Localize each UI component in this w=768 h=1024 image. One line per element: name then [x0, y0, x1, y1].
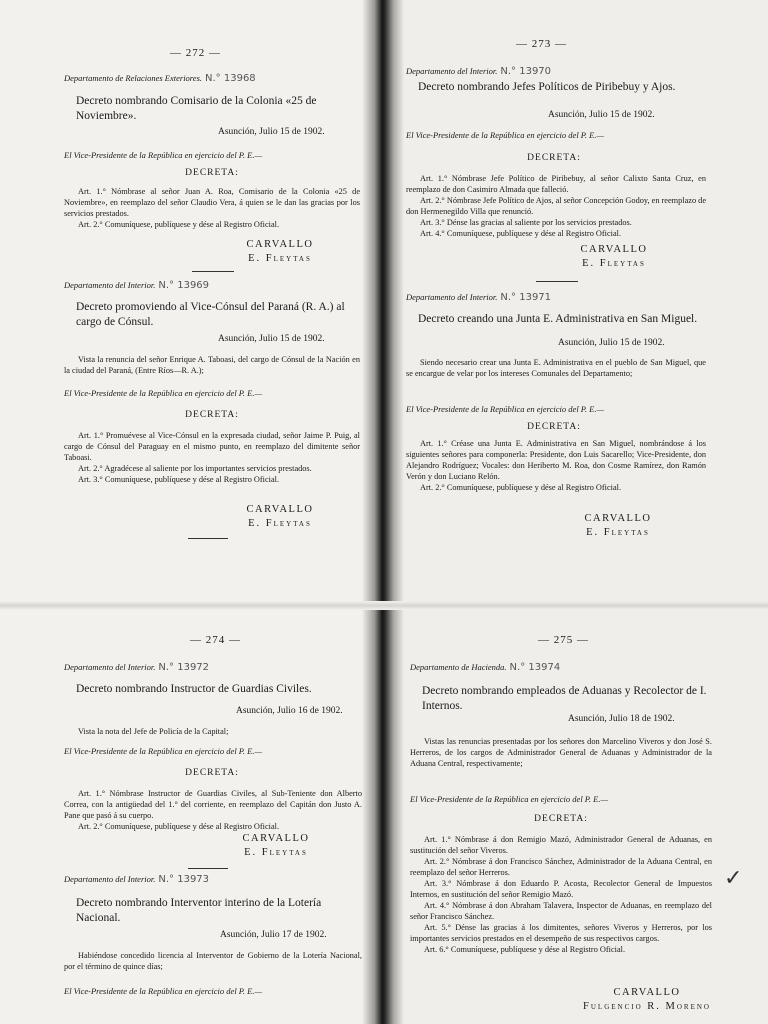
- decree-articles: [406, 438, 706, 493]
- article: Art. 5.° Dénse las gracias á los dimitentes, señores Viveros y Herreros, por los importantes servicios prestados en el desempeño de sus respectivos cargos.: [410, 923, 712, 943]
- divider-rule: [192, 271, 234, 272]
- decree-articles: [406, 173, 706, 239]
- article: Art. 2.° Comuníquese, publíquese y dése al Registro Oficial.: [78, 220, 280, 229]
- decree-articles: [64, 186, 360, 230]
- department-text: Departamento del Interior.: [64, 280, 156, 290]
- department-text: Departamento de Relaciones Exteriores.: [64, 73, 203, 83]
- page-273: [392, 0, 768, 603]
- article: Art. 4.° Nómbrase á don Abraham Talavera, Inspector de Aduanas, en reemplazo del señor Francisco Sánchez.: [410, 901, 712, 921]
- decree-preamble: [64, 354, 360, 376]
- department-label: [64, 280, 209, 291]
- page-272: [0, 0, 378, 603]
- handwritten-number: N.° 13971: [500, 292, 552, 303]
- signature-president: CARVALLO: [246, 239, 314, 250]
- article: Art. 1.° Promuévese al Vice-Cónsul en la expresada ciudad, señor Jaime P. Puig, al cargo de Cónsul del Paraguay en el mismo punto, en reemplazo del dimitente señor Taboasi.: [64, 431, 360, 462]
- signature-block: [190, 503, 370, 531]
- divider-rule: [536, 281, 578, 282]
- vice-president-line: El Vice-Presidente de la República en ejercicio del P. E.—: [64, 388, 263, 398]
- signature-block: [524, 243, 704, 271]
- decree-date: Asunción, Julio 15 de 1902.: [218, 127, 325, 137]
- article: Art. 2.° Nómbrase Jefe Político de Ajos, al señor Concepción Godoy, en reemplazo de don Hermenegildo Villa que renunció.: [406, 196, 706, 216]
- department-text: Departamento del Interior.: [406, 66, 498, 76]
- preamble-text: Habiéndose concedido licencia al Interventor de Gobierno de la Lotería Nacional, por el término de quince días;: [64, 951, 362, 971]
- divider-rule: [188, 538, 228, 539]
- decree-preamble: [410, 736, 712, 769]
- signature-minister: E. Fleytas: [582, 258, 646, 269]
- page-number: — 275 —: [538, 634, 589, 646]
- page-number: — 273 —: [516, 38, 567, 50]
- article: Art. 2.° Agradécese al saliente por los importantes servicios prestados.: [78, 464, 312, 473]
- signature-minister: E. Fleytas: [248, 518, 312, 529]
- decree-date: Asunción, Julio 18 de 1902.: [568, 714, 675, 724]
- decreta-heading: DECRETA:: [527, 422, 581, 432]
- decree-articles: [64, 788, 362, 832]
- department-text: Departamento de Hacienda.: [410, 662, 507, 672]
- signature-president: CARVALLO: [246, 504, 314, 515]
- department-text: Departamento del Interior.: [64, 662, 156, 672]
- signature-block: [552, 986, 742, 1014]
- department-text: Departamento del Interior.: [64, 874, 156, 884]
- vice-president-line: El Vice-Presidente de la República en ejercicio del P. E.—: [410, 794, 609, 804]
- signature-president: CARVALLO: [584, 513, 652, 524]
- decree-title: Decreto nombrando Interventor interino de la Lotería Nacional.: [76, 897, 322, 924]
- vice-president-line: El Vice-Presidente de la República en ejercicio del P. E.—: [64, 746, 263, 756]
- vice-president-line: El Vice-Presidente de la República en ejercicio del P. E.—: [64, 150, 263, 160]
- article: Art. 1.° Nómbrase Jefe Político de Piribebuy, al señor Calixto Santa Cruz, en reemplazo de don Casimiro Almada que falleció.: [406, 174, 706, 194]
- handwritten-number: N.° 13973: [158, 874, 210, 885]
- decree-preamble: [406, 357, 706, 379]
- article: Art. 3.° Dénse las gracias al saliente por los servicios prestados.: [420, 218, 632, 227]
- article: Art. 4.° Comuníquese, publíquese y dése al Registro Oficial.: [420, 229, 622, 238]
- handwritten-number: N.° 13972: [158, 662, 210, 673]
- decree-title: Decreto nombrando Jefes Políticos de Piribebuy y Ajos.: [418, 81, 676, 93]
- scan-split: [0, 601, 768, 610]
- handwritten-number: N.° 13969: [158, 280, 210, 291]
- signature-block: [528, 512, 708, 540]
- department-label: [406, 292, 551, 303]
- page-274: [0, 608, 378, 1024]
- decreta-heading: DECRETA:: [185, 768, 239, 778]
- article: Art. 1.° Nómbrase al señor Juan A. Roa, Comisario de la Colonia «25 de Noviembre», en reemplazo del señor Claudio Vera, á quien se le dan las gracias por los servicios prestados.: [64, 187, 360, 218]
- article: Art. 2.° Comuníquese, publíquese y dése al Registro Oficial.: [78, 822, 280, 831]
- article: Art. 3.° Comuníquese, publíquese y dése al Registro Oficial.: [78, 475, 280, 484]
- article: Art. 1.° Créase una Junta E. Administrativa en San Miguel, nombrándose á los siguientes señores para componerla: Presidente, don Luis Sacarello; Vice-Presidente, don Alejandro Rodríguez; Vocales: don Heriberto M. Roa, don Cosme Ramírez, don Ramón Verón y don Luciano Relón.: [406, 439, 706, 481]
- decree-title: Decreto nombrando empleados de Aduanas y Recolector de I. Internos.: [422, 685, 707, 712]
- signature-minister: E. Fleytas: [248, 253, 312, 264]
- page-number: — 272 —: [170, 47, 221, 59]
- signature-president: CARVALLO: [613, 987, 681, 998]
- decree-preamble: [64, 726, 360, 737]
- vice-president-line: El Vice-Presidente de la República en ejercicio del P. E.—: [406, 130, 605, 140]
- page-275: [392, 608, 768, 1024]
- book-spine: [362, 0, 404, 1024]
- decree-title: Decreto nombrando Comisario de la Colonia «25 de Noviembre».: [76, 95, 317, 122]
- decreta-heading: DECRETA:: [527, 153, 581, 163]
- signature-minister: E. Fleytas: [244, 847, 308, 858]
- signature-minister: E. Fleytas: [586, 527, 650, 538]
- decree-title: Decreto creando una Junta E. Administrativa en San Miguel.: [418, 313, 698, 325]
- department-label: [64, 662, 209, 673]
- department-text: Departamento del Interior.: [406, 292, 498, 302]
- page-number: — 274 —: [190, 634, 241, 646]
- department-label: [410, 662, 560, 673]
- signature-president: CARVALLO: [242, 833, 310, 844]
- preamble-text: Vista la nota del Jefe de Policía de la Capital;: [78, 727, 229, 736]
- vice-president-line: El Vice-Presidente de la República en ejercicio del P. E.—: [406, 404, 605, 414]
- handwritten-number: N.° 13970: [500, 66, 552, 77]
- article: Art. 2.° Nómbrase á don Francisco Sánchez, Administrador de la Aduana Central, en reemplazo del señor Herreros.: [410, 857, 712, 877]
- article: Art. 3.° Nómbrase á don Eduardo P. Acosta, Recolector General de Impuestos Internos, en sustitución del señor Remigio Mazó.: [410, 879, 712, 899]
- decreta-heading: DECRETA:: [185, 410, 239, 420]
- divider-rule: [188, 868, 228, 869]
- article: Art. 1.° Nómbrase á don Remigio Mazó, Administrador General de Aduanas, en sustitución del señor Viveros.: [410, 835, 712, 855]
- handwritten-number: N.° 13974: [509, 662, 561, 673]
- decreta-heading: DECRETA:: [185, 168, 239, 178]
- decree-date: Asunción, Julio 15 de 1902.: [218, 334, 325, 344]
- decree-date: Asunción, Julio 15 de 1902.: [558, 338, 665, 348]
- decree-articles: [64, 430, 360, 485]
- article: Art. 6.° Comuníquese, publíquese y dése al Registro Oficial.: [424, 945, 626, 954]
- department-label: [406, 66, 551, 77]
- department-label: [64, 73, 256, 84]
- decree-title: Decreto nombrando Instructor de Guardias Civiles.: [76, 683, 312, 695]
- article: Art. 2.° Comuníquese, publíquese y dése al Registro Oficial.: [420, 483, 622, 492]
- article: Art. 1.° Nómbrase Instructor de Guardias Civiles, al Sub-Teniente don Alberto Correa, con la antigüedad del 1.° del corriente, en reemplazo del Capitán don Justo A. Pane que pasó á su cuerpo.: [64, 789, 362, 820]
- decreta-heading: DECRETA:: [534, 814, 588, 824]
- preamble-text: Siendo necesario crear una Junta E. Administrativa en el pueblo de San Miguel, que se encargue de velar por los intereses Comunales del Departamento;: [406, 358, 706, 378]
- department-label: [64, 874, 209, 885]
- vice-president-line: El Vice-Presidente de la República en ejercicio del P. E.—: [64, 986, 263, 996]
- decree-preamble: [64, 950, 362, 972]
- preamble-text: Vistas las renuncias presentadas por los señores don Marcelino Viveros y don José S. Herreros, de los cargos de Administrador General de Aduanas y Administrador de la Aduana Central, respectivamente;: [410, 737, 712, 768]
- preamble-text: Vista la renuncia del señor Enrique A. Taboasi, del cargo de Cónsul de la Nación en la ciudad del Paraná, (Entre Ríos—R. A.);: [64, 355, 360, 375]
- signature-block: [186, 832, 366, 860]
- signature-minister: Fulgencio R. Moreno: [583, 1001, 711, 1012]
- signature-president: CARVALLO: [580, 244, 648, 255]
- decree-date: Asunción, Julio 17 de 1902.: [220, 930, 327, 940]
- decree-articles: [410, 834, 712, 955]
- signature-block: [190, 238, 370, 266]
- decree-title: Decreto promoviendo al Vice-Cónsul del Paraná (R. A.) al cargo de Cónsul.: [76, 301, 345, 328]
- handwritten-number: N.° 13968: [205, 73, 256, 84]
- decree-date: Asunción, Julio 16 de 1902.: [236, 706, 343, 716]
- decree-date: Asunción, Julio 15 de 1902.: [548, 110, 655, 120]
- check-mark-icon: ✓: [724, 866, 743, 891]
